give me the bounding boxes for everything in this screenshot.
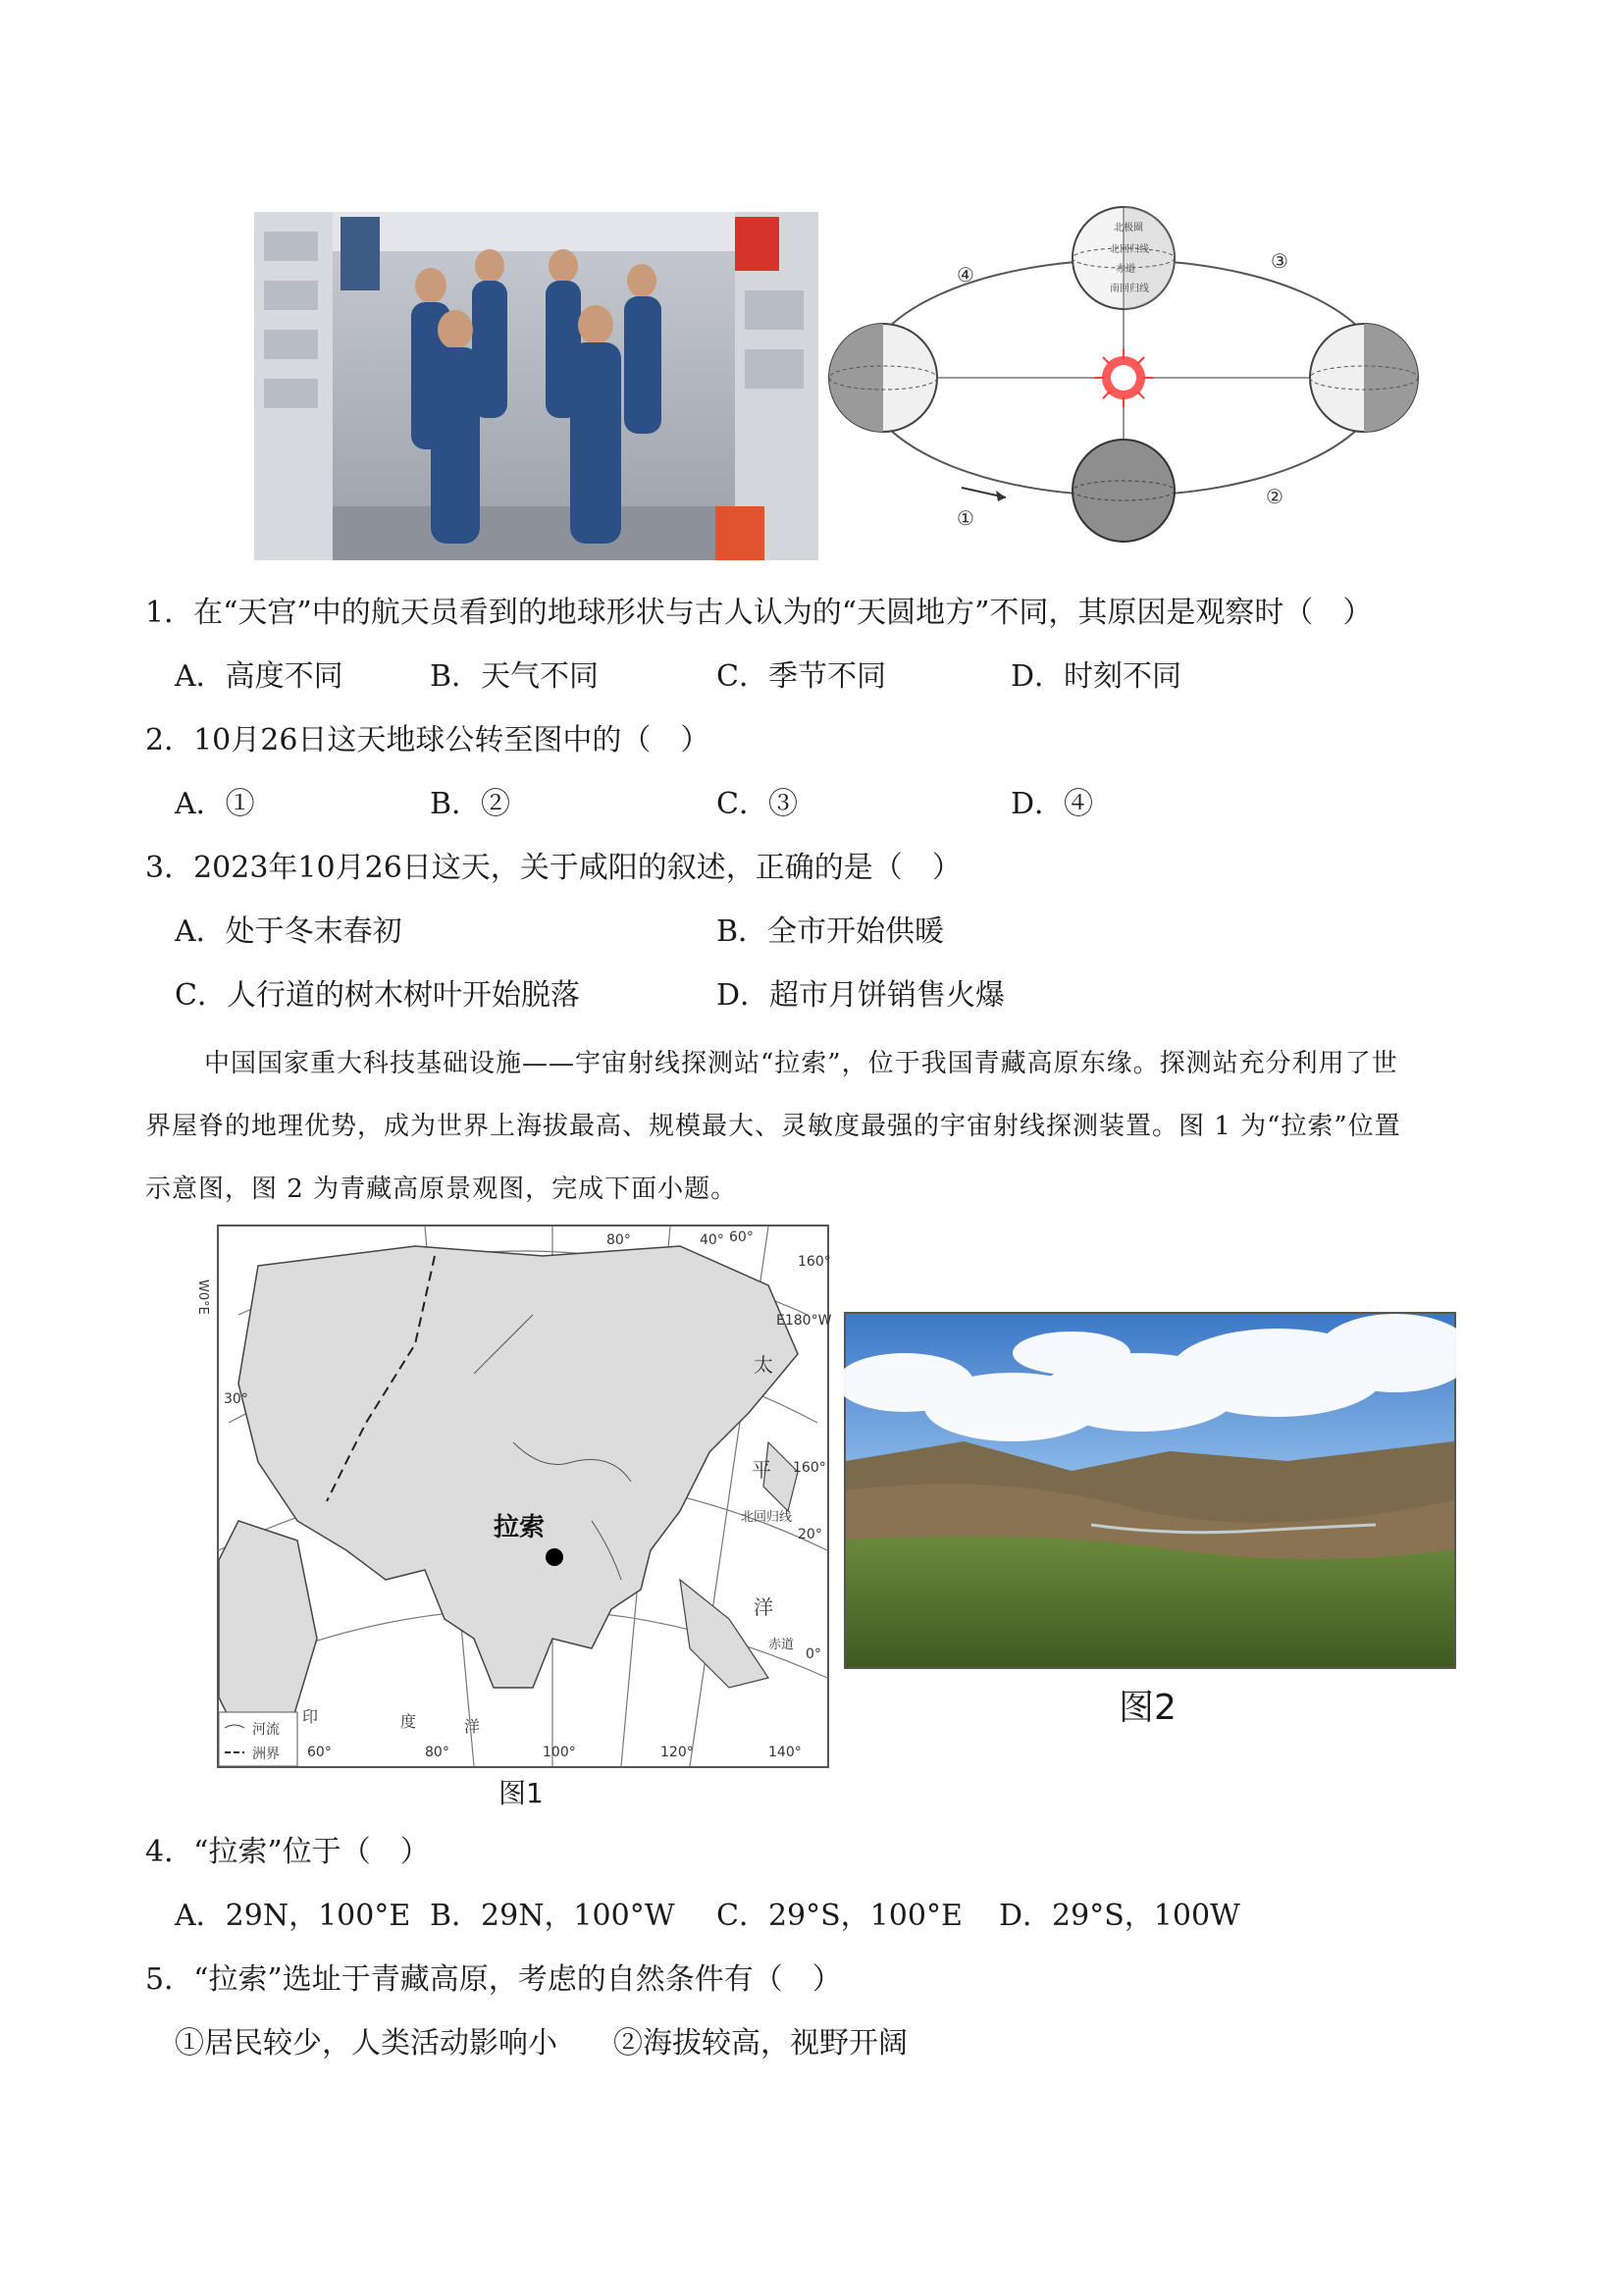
plateau-landscape-photo <box>844 1312 1456 1669</box>
q3-option-b[interactable]: B．全市开始供暖 <box>716 914 945 949</box>
svg-text:洋: 洋 <box>754 1595 773 1619</box>
pos-label-3: ③ <box>1271 249 1288 273</box>
svg-text:160°: 160° <box>793 1460 826 1476</box>
svg-text:南回归线: 南回归线 <box>1110 284 1149 294</box>
landscape-caption: 图2 <box>1119 1688 1177 1728</box>
q5-statement-2: ②海拔较高，视野开阔 <box>613 2026 908 2061</box>
svg-text:北极圈: 北极圈 <box>1114 223 1143 234</box>
svg-text:印: 印 <box>302 1707 319 1726</box>
svg-text:160°: 160° <box>798 1254 831 1270</box>
svg-text:60°: 60° <box>729 1229 754 1245</box>
svg-text:30°: 30° <box>224 1391 248 1407</box>
q1-option-d[interactable]: D．时刻不同 <box>1011 659 1182 694</box>
question-4-stem: 4．“拉索”位于（ ） <box>145 1835 430 1869</box>
svg-text:赤道: 赤道 <box>768 1638 795 1652</box>
q4-option-c[interactable]: C．29°S，100°E <box>716 1899 963 1933</box>
svg-text:W0°E: W0°E <box>195 1279 210 1315</box>
svg-text:20°: 20° <box>798 1527 822 1542</box>
svg-text:北回归线: 北回归线 <box>741 1510 793 1525</box>
q2-option-d[interactable]: D．④ <box>1011 787 1094 821</box>
svg-text:80°: 80° <box>606 1232 631 1248</box>
svg-text:洋: 洋 <box>464 1717 481 1736</box>
sun-icon <box>1094 348 1153 407</box>
earth-right <box>1310 324 1418 432</box>
svg-text:北回归线: 北回归线 <box>1110 244 1149 255</box>
q2-option-b[interactable]: B．② <box>430 787 511 821</box>
pos-label-2: ② <box>1266 485 1283 508</box>
svg-text:度: 度 <box>400 1712 417 1731</box>
passage <box>145 1032 1529 1221</box>
svg-text:赤道: 赤道 <box>1116 264 1135 275</box>
map-caption: 图1 <box>498 1777 544 1809</box>
pos-label-4: ④ <box>957 263 974 287</box>
q1-option-c[interactable]: C．季节不同 <box>716 659 886 694</box>
question-5-stem: 5．“拉索”选址于青藏高原，考虑的自然条件有（ ） <box>145 1962 842 1997</box>
q4-option-a[interactable]: A．29N，100°E <box>175 1899 411 1933</box>
question-2-stem: 2．10月26日这天地球公转至图中的（ ） <box>145 723 710 757</box>
earth-orbit-diagram <box>819 201 1428 554</box>
legend-boundary: 洲界 <box>252 1747 280 1762</box>
pos-label-1: ① <box>957 506 974 530</box>
question-1-stem: 1．在“天宫”中的航天员看到的地球形状与古人认为的“天圆地方”不同，其原因是观察时（ ） <box>145 596 1373 630</box>
q3-option-c[interactable]: C．人行道的树木树叶开始脱落 <box>175 978 580 1013</box>
q3-option-a[interactable]: A．处于冬末春初 <box>175 914 402 949</box>
q3-option-d[interactable]: D．超市月饼销售火爆 <box>716 978 1006 1013</box>
svg-text:平: 平 <box>752 1458 771 1482</box>
passage-line-3: 示意图，图 2 为青藏高原景观图，完成下面小题。 <box>145 1174 738 1204</box>
q5-statement-1: ①居民较少，人类活动影响小 <box>175 2026 557 2061</box>
astronaut-photo <box>254 212 818 560</box>
passage-line-2: 界屋脊的地理优势，成为世界上海拔最高、规模最大、灵敏度最强的宇宙射线探测装置。图 1 为“拉索”位置 <box>145 1112 1401 1141</box>
passage-line-1: 中国国家重大科技基础设施——宇宙射线探测站“拉索”，位于我国青藏高原东缘。探测站充分利用了世 <box>204 1049 1398 1078</box>
q2-option-a[interactable]: A．① <box>175 787 255 821</box>
svg-text:80°: 80° <box>425 1745 449 1760</box>
lhaaso-label: 拉索 <box>494 1513 546 1542</box>
legend-river: 河流 <box>252 1722 280 1738</box>
earth-left <box>829 324 937 432</box>
svg-text:120°: 120° <box>660 1745 694 1760</box>
svg-text:E180°W: E180°W <box>776 1313 832 1329</box>
q1-option-a[interactable]: A．高度不同 <box>175 659 343 694</box>
q4-option-d[interactable]: D．29°S，100W <box>999 1899 1240 1933</box>
q4-option-b[interactable]: B．29N，100°W <box>430 1899 675 1933</box>
q1-option-b[interactable]: B．天气不同 <box>430 659 600 694</box>
q2-option-c[interactable]: C．③ <box>716 787 798 821</box>
svg-text:100°: 100° <box>543 1745 576 1760</box>
asia-map <box>195 1225 832 1768</box>
svg-text:0°: 0° <box>806 1646 821 1662</box>
svg-text:40°: 40° <box>700 1232 724 1248</box>
svg-text:140°: 140° <box>768 1745 802 1760</box>
svg-text:60°: 60° <box>307 1745 332 1760</box>
question-3-stem: 3．2023年10月26日这天，关于咸阳的叙述，正确的是（ ） <box>145 851 962 885</box>
earth-bottom <box>1073 440 1175 542</box>
svg-text:太: 太 <box>754 1353 773 1377</box>
earth-top <box>1073 207 1175 309</box>
